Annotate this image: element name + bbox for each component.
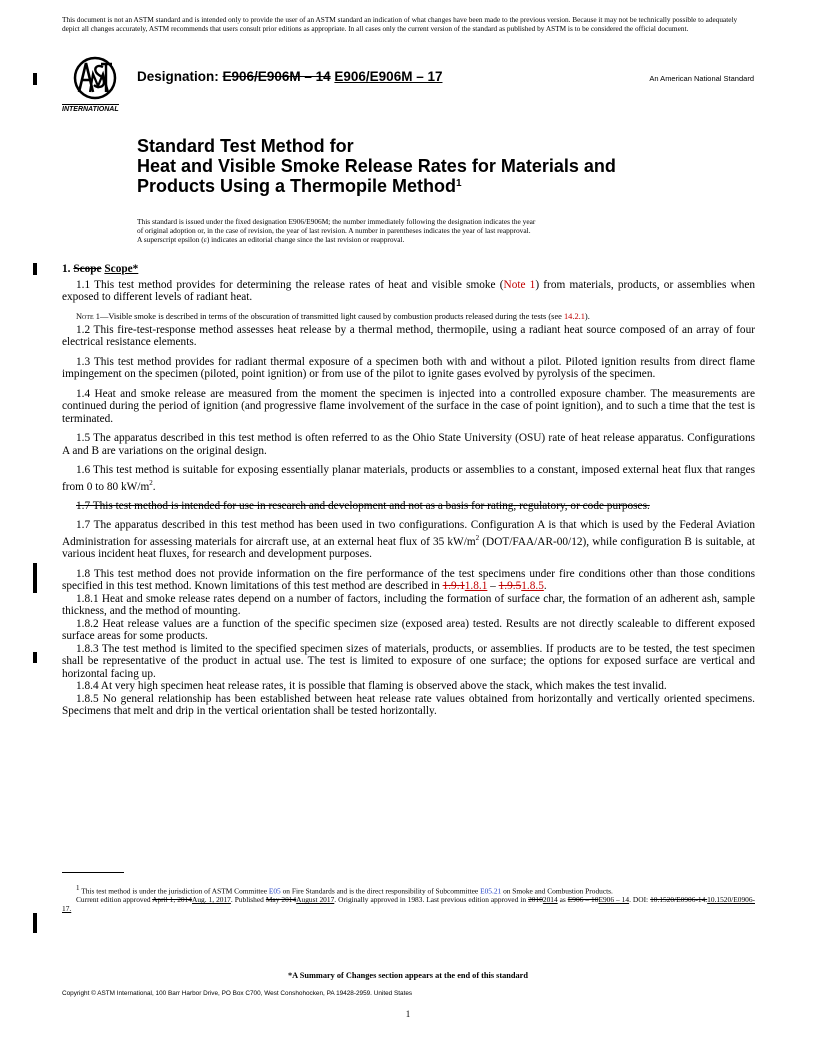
ref-1-9-1-old[interactable]: 1.9.1: [442, 580, 465, 593]
logo-text: INTERNATIONAL: [62, 106, 119, 113]
paragraph-1-3: 1.3 This test method provides for radiant thermal exposure of a specimen both with and without a pilot. Piloted ignition results from direct flame impingement on the specimen (piloted, point ignition) or from use of the pilot to ignite gases evolved by pyrolysis of the specimen.: [62, 355, 755, 380]
paragraph-1-8-3: 1.8.3 The test method is limited to the specified specimen sizes of materials, products, or assemblies. If products are to be tested, the test specimen shall be representative of the product in actual use. The test is limited to exposure of one surface; the options for exposed surface are vertical and horizontal facing up.: [62, 642, 755, 680]
change-bar: [33, 652, 37, 663]
paragraph-1-1: 1.1 This test method provides for determining the release rates of heat and visible smoke (Note 1) from materials, products, or assemblies when exposed to different levels of radiant heat.: [62, 278, 756, 303]
subcommittee-e05-21-link[interactable]: E05.21: [480, 886, 502, 896]
section-heading: 1. Scope Scope*: [62, 263, 139, 275]
astm-logo: [60, 54, 130, 116]
paragraph-1-8-1: 1.8.1 Heat and smoke release rates depend on a number of factors, including the formation of surface char, the formation of an adherent ash, sample thickness, and the method of mounting.: [62, 592, 755, 618]
paragraph-1-5: 1.5 The apparatus described in this test method is often referred to as the Ohio State University (OSU) rate of heat release apparatus. Configurations A and B are variations on the original design.: [62, 432, 755, 457]
standard-title: [137, 136, 616, 196]
title-line-1: Standard Test Method for: [137, 136, 354, 156]
change-bar: [33, 913, 37, 933]
designation-label: Designation:: [137, 69, 219, 84]
change-bar: [33, 563, 37, 593]
footnote-divider: [62, 872, 124, 873]
paragraph-1-7: 1.7 The apparatus described in this test method has been used in two configurations. Configuration A is that which is used by the Federal Aviation Administration for assessing materials for aircraft use, at an external heat flux of 35 $kW/m^2$ (DOT/FAA/AR-00/12), while configuration B is suitable, at various incident heat fluxes, for research and development purposes.: [62, 519, 755, 561]
summary-of-changes-notice: *A Summary of Changes section appears at the end of this standard: [288, 971, 528, 980]
designation-old: E906/E906M – 14: [222, 69, 331, 84]
copyright: Copyright © ASTM International, 100 Barr Harbor Drive, PO Box C700, West Conshohocken, PA 19428-2959. United States: [62, 990, 413, 997]
paragraph-1-8-5: 1.8.5 No general relationship has been established between heat release rate values obtained from horizontally and vertically oriented specimens. Specimens that melt and drip in the vertical orientation shall be tested horizontally.: [62, 692, 755, 718]
paragraph-1-4: 1.4 Heat and smoke release are measured from the moment the specimen is injected into a controlled exposure chamber. The measurements are continued during the period of ignition (and progressive flame involvement of the surface in the case of point ignition), and to such a time that the test is terminated.: [62, 387, 755, 425]
title-line-2: Heat and Visible Smoke Release Rates for Materials and: [137, 156, 616, 176]
paragraph-1-6: 1.6 This test method is suitable for exposing essentially planar materials, products or assemblies to a constant, imposed external heat flux that ranges from 0 to 80 $kW/m^2$.: [62, 464, 755, 493]
ref-1-9-5-old[interactable]: 1.9.5: [498, 580, 522, 593]
paragraph-1-8: 1.8 This test method does not provide information on the fire performance of the test specimens under fire conditions other than those conditions specified in this test method. Known limitations of this test method are described in 1.9.11.8.1 – 1.9.51.8.5.: [62, 567, 755, 593]
note-1-link[interactable]: Note 1: [503, 278, 536, 291]
paragraph-1-8-2: 1.8.2 Heat release values are a function of the specific specimen size (exposed area) tested. Results are not directly scaleable to different exposed surface areas for some products.: [62, 617, 755, 643]
american-national-standard: An American National Standard: [649, 74, 754, 83]
footnote-edition: Current edition approved April 1, 2014Aug. 1, 2017. Published May 2014August 2017. Originally approved in 1983. Last previous edition approved in 20102014 as E906 – 10E906 – 14. DOI: 10.1520/E0906-14.10.1520/E0906-17.: [62, 895, 755, 914]
note-14-2-1-link[interactable]: 14.2.1: [563, 311, 585, 321]
committee-e05-link[interactable]: E05: [268, 886, 281, 896]
change-bar: [33, 263, 37, 275]
paragraph-1-7-deleted: 1.7 This test method is intended for use in research and development and not as a basis for rating, regulatory, or code purposes.: [76, 499, 650, 512]
designation: [137, 69, 442, 84]
paragraph-1-2: 1.2 This fire-test-response method assesses heat release by a thermal method, thermopile, using a radiant heat source composed of an array of four electrical resistance elements.: [62, 323, 755, 348]
section-1-scope: [62, 263, 755, 718]
page-number: 1: [405, 1009, 411, 1019]
footnote-1: $^1$ This test method is under the jurisdiction of ASTM Committee E05 on Fire Standards and is the direct responsibility of Subcommittee E05.21 on Smoke and Combustion Products.: [76, 884, 613, 896]
ref-1-8-5[interactable]: 1.8.5: [521, 580, 544, 593]
title-footnote-mark: 1: [456, 178, 462, 189]
designation-new: E906/E906M – 17: [334, 69, 443, 84]
revision-notice: This document is not an ASTM standard and is intended only to provide the user of an ASTM standard an indication of what changes have been made to the previous version. Because it may not be technically possible to adequately depict all changes accurately, ASTM recommends that users consult prior editions as appropriate. In all cases only the current version of the standard as published by ASTM is to be considered the official document.: [62, 15, 738, 33]
paragraph-1-8-4: 1.8.4 At very high specimen heat release rates, it is possible that flaming is observed above the stack, which makes the test invalid.: [76, 680, 667, 693]
title-line-3: Products Using a Thermopile Method$^1$: [137, 176, 462, 196]
issue-statement: This standard is issued under the fixed designation E906/E906M; the number immediately following the designation indicates the year of original adoption or, in the case of revision, the year of last revision. A number in parentheses indicates the year of last reapproval. A superscript epsilon (ε) indicates an editorial change since the last revision or reapproval.: [137, 217, 536, 245]
note-1: Note 1—Visible smoke is described in terms of the obscuration of transmitted light caused by combustion products released during the tests (see 14.2.1).: [76, 311, 590, 321]
change-bar: [33, 73, 37, 85]
footnote: [62, 884, 755, 913]
ref-1-8-1[interactable]: 1.8.1: [464, 580, 488, 593]
